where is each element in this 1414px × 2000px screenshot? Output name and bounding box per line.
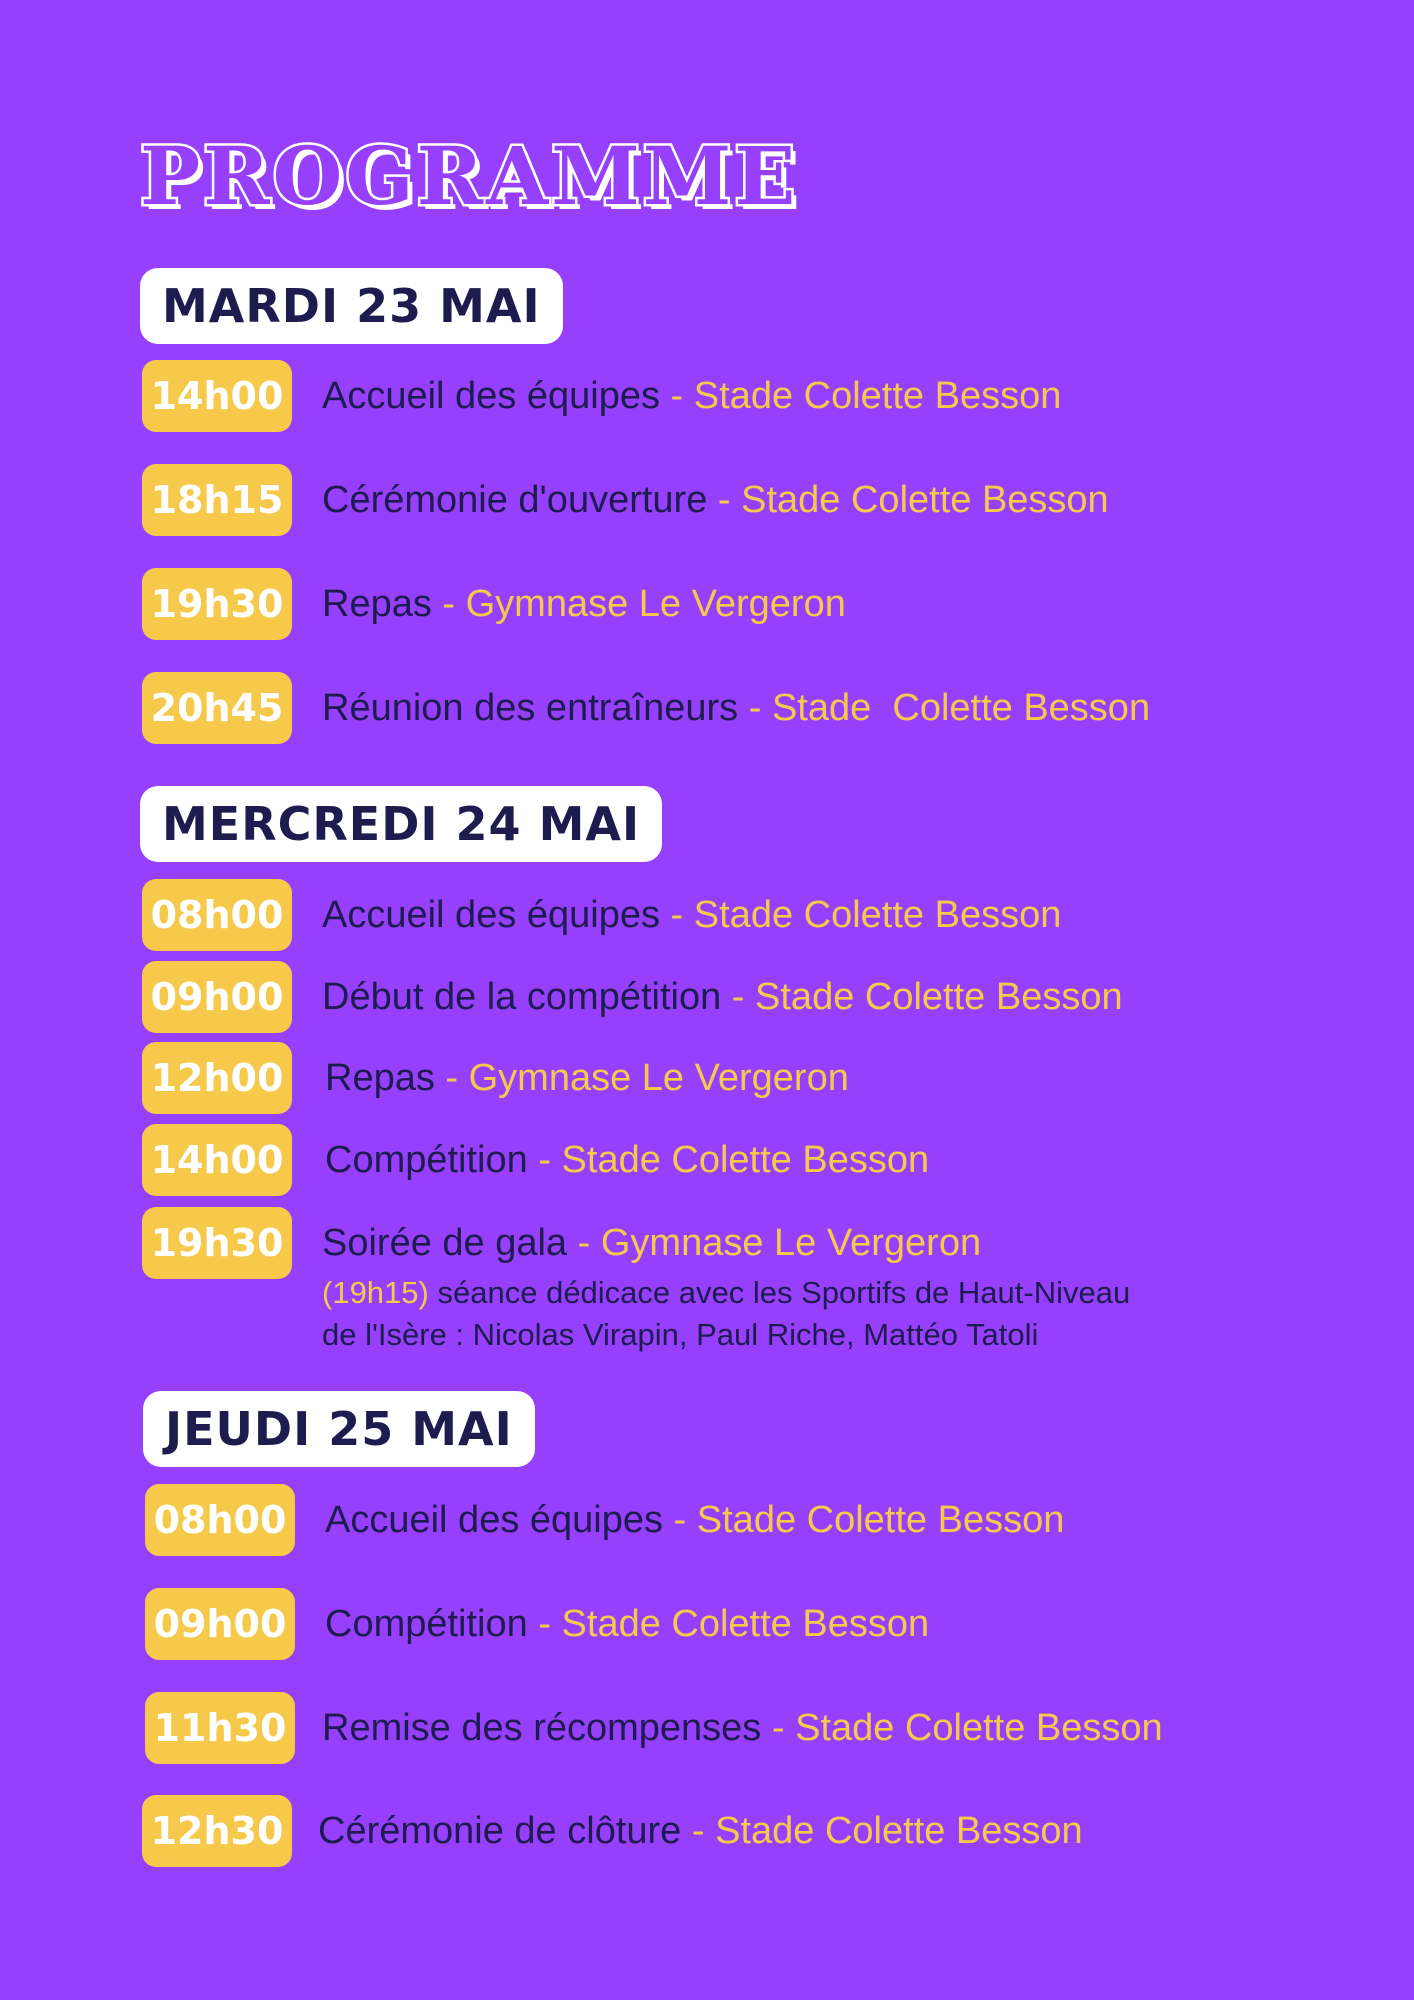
event-activity: Soirée de gala xyxy=(322,1222,568,1264)
time-badge: 09h00 xyxy=(145,1588,295,1660)
event-description: Remise des récompenses - Stade Colette Besson xyxy=(322,1707,1163,1749)
event-venue: Stade Colette Besson xyxy=(771,687,1151,729)
time-badge: 12h30 xyxy=(142,1795,292,1867)
event-description: Réunion des entraîneurs - Stade Colette Besson xyxy=(322,687,1151,729)
event-activity: Compétition xyxy=(325,1603,528,1645)
time-badge: 14h00 xyxy=(142,360,292,432)
schedule-row xyxy=(0,1692,1414,1764)
event-description: Compétition - Stade Colette Besson xyxy=(325,1139,930,1181)
time-badge: 08h00 xyxy=(145,1484,295,1556)
event-activity: Début de la compétition xyxy=(322,976,722,1018)
event-venue: Stade Colette Besson xyxy=(693,894,1062,936)
event-activity: Compétition xyxy=(325,1139,528,1181)
event-description: Repas - Gymnase Le Vergeron xyxy=(322,583,846,625)
event-description: Accueil des équipes - Stade Colette Besson xyxy=(325,1499,1065,1541)
event-venue: Stade Colette Besson xyxy=(693,375,1062,417)
event-activity: Cérémonie de clôture xyxy=(318,1810,682,1852)
time-badge: 19h30 xyxy=(142,1207,292,1279)
event-activity: Repas xyxy=(322,583,432,625)
schedule-row xyxy=(0,1484,1414,1556)
event-description: Accueil des équipes - Stade Colette Besson xyxy=(322,894,1062,936)
event-venue: Stade Colette Besson xyxy=(755,976,1123,1018)
note-time: 19h15 xyxy=(332,1275,419,1310)
time-badge: 12h00 xyxy=(142,1042,292,1114)
time-badge: 18h15 xyxy=(142,464,292,536)
day-heading-mercredi: MERCREDI 24 MAI xyxy=(140,786,662,862)
event-activity: Accueil des équipes xyxy=(322,894,660,936)
event-venue: Gymnase Le Vergeron xyxy=(465,583,846,625)
event-activity: Accueil des équipes xyxy=(325,1499,663,1541)
schedule-row xyxy=(0,360,1414,432)
schedule-row xyxy=(0,1042,1414,1114)
time-badge: 08h00 xyxy=(142,879,292,951)
event-description: Cérémonie d'ouverture - Stade Colette Besson xyxy=(322,479,1109,521)
event-description: Accueil des équipes - Stade Colette Besson xyxy=(322,375,1062,417)
page-title: PROGRAMME xyxy=(140,129,799,223)
event-venue: Stade Colette Besson xyxy=(561,1603,930,1645)
schedule-row xyxy=(0,672,1414,744)
event-activity: Repas xyxy=(325,1057,435,1099)
schedule-row xyxy=(0,1588,1414,1660)
schedule-row xyxy=(0,464,1414,536)
event-activity: Réunion des entraîneurs xyxy=(322,687,739,729)
event-venue: Stade Colette Besson xyxy=(795,1707,1163,1749)
gala-note xyxy=(322,1272,1130,1356)
schedule-row xyxy=(0,1207,1414,1279)
gala-note-line-1: (19h15) séance dédicace avec les Sportifs de Haut-Niveau xyxy=(322,1275,1131,1310)
time-badge: 19h30 xyxy=(142,568,292,640)
event-description: Soirée de gala - Gymnase Le Vergeron xyxy=(322,1222,982,1264)
time-badge: 14h00 xyxy=(142,1124,292,1196)
event-venue: Stade Colette Besson xyxy=(741,479,1109,521)
schedule-row xyxy=(0,961,1414,1033)
day-heading-jeudi: JEUDI 25 MAI xyxy=(143,1391,535,1467)
schedule-row xyxy=(0,1124,1414,1196)
schedule-row xyxy=(0,1795,1414,1867)
event-activity: Remise des récompenses xyxy=(322,1707,762,1749)
note-text-1: séance dédicace avec les Sportifs de Haut-Niveau xyxy=(437,1275,1131,1310)
time-badge: 20h45 xyxy=(142,672,292,744)
event-description: Compétition - Stade Colette Besson xyxy=(325,1603,930,1645)
event-venue: Gymnase Le Vergeron xyxy=(600,1222,982,1264)
day-heading-mardi: MARDI 23 MAI xyxy=(140,268,563,344)
time-badge: 11h30 xyxy=(145,1692,295,1764)
event-description: Début de la compétition - Stade Colette Besson xyxy=(322,976,1123,1018)
gala-note-line-2: de l'Isère : Nicolas Virapin, Paul Riche, Mattéo Tatoli xyxy=(322,1317,1039,1352)
time-badge: 09h00 xyxy=(142,961,292,1033)
event-venue: Stade Colette Besson xyxy=(561,1139,930,1181)
event-activity: Cérémonie d'ouverture xyxy=(322,479,708,521)
event-description: Cérémonie de clôture - Stade Colette Besson xyxy=(318,1810,1083,1852)
schedule-row xyxy=(0,568,1414,640)
event-activity: Accueil des équipes xyxy=(322,375,660,417)
event-venue: Gymnase Le Vergeron xyxy=(468,1057,849,1099)
schedule-row xyxy=(0,879,1414,951)
event-description: Repas - Gymnase Le Vergeron xyxy=(325,1057,849,1099)
event-venue: Stade Colette Besson xyxy=(696,1499,1065,1541)
event-venue: Stade Colette Besson xyxy=(715,1810,1083,1852)
